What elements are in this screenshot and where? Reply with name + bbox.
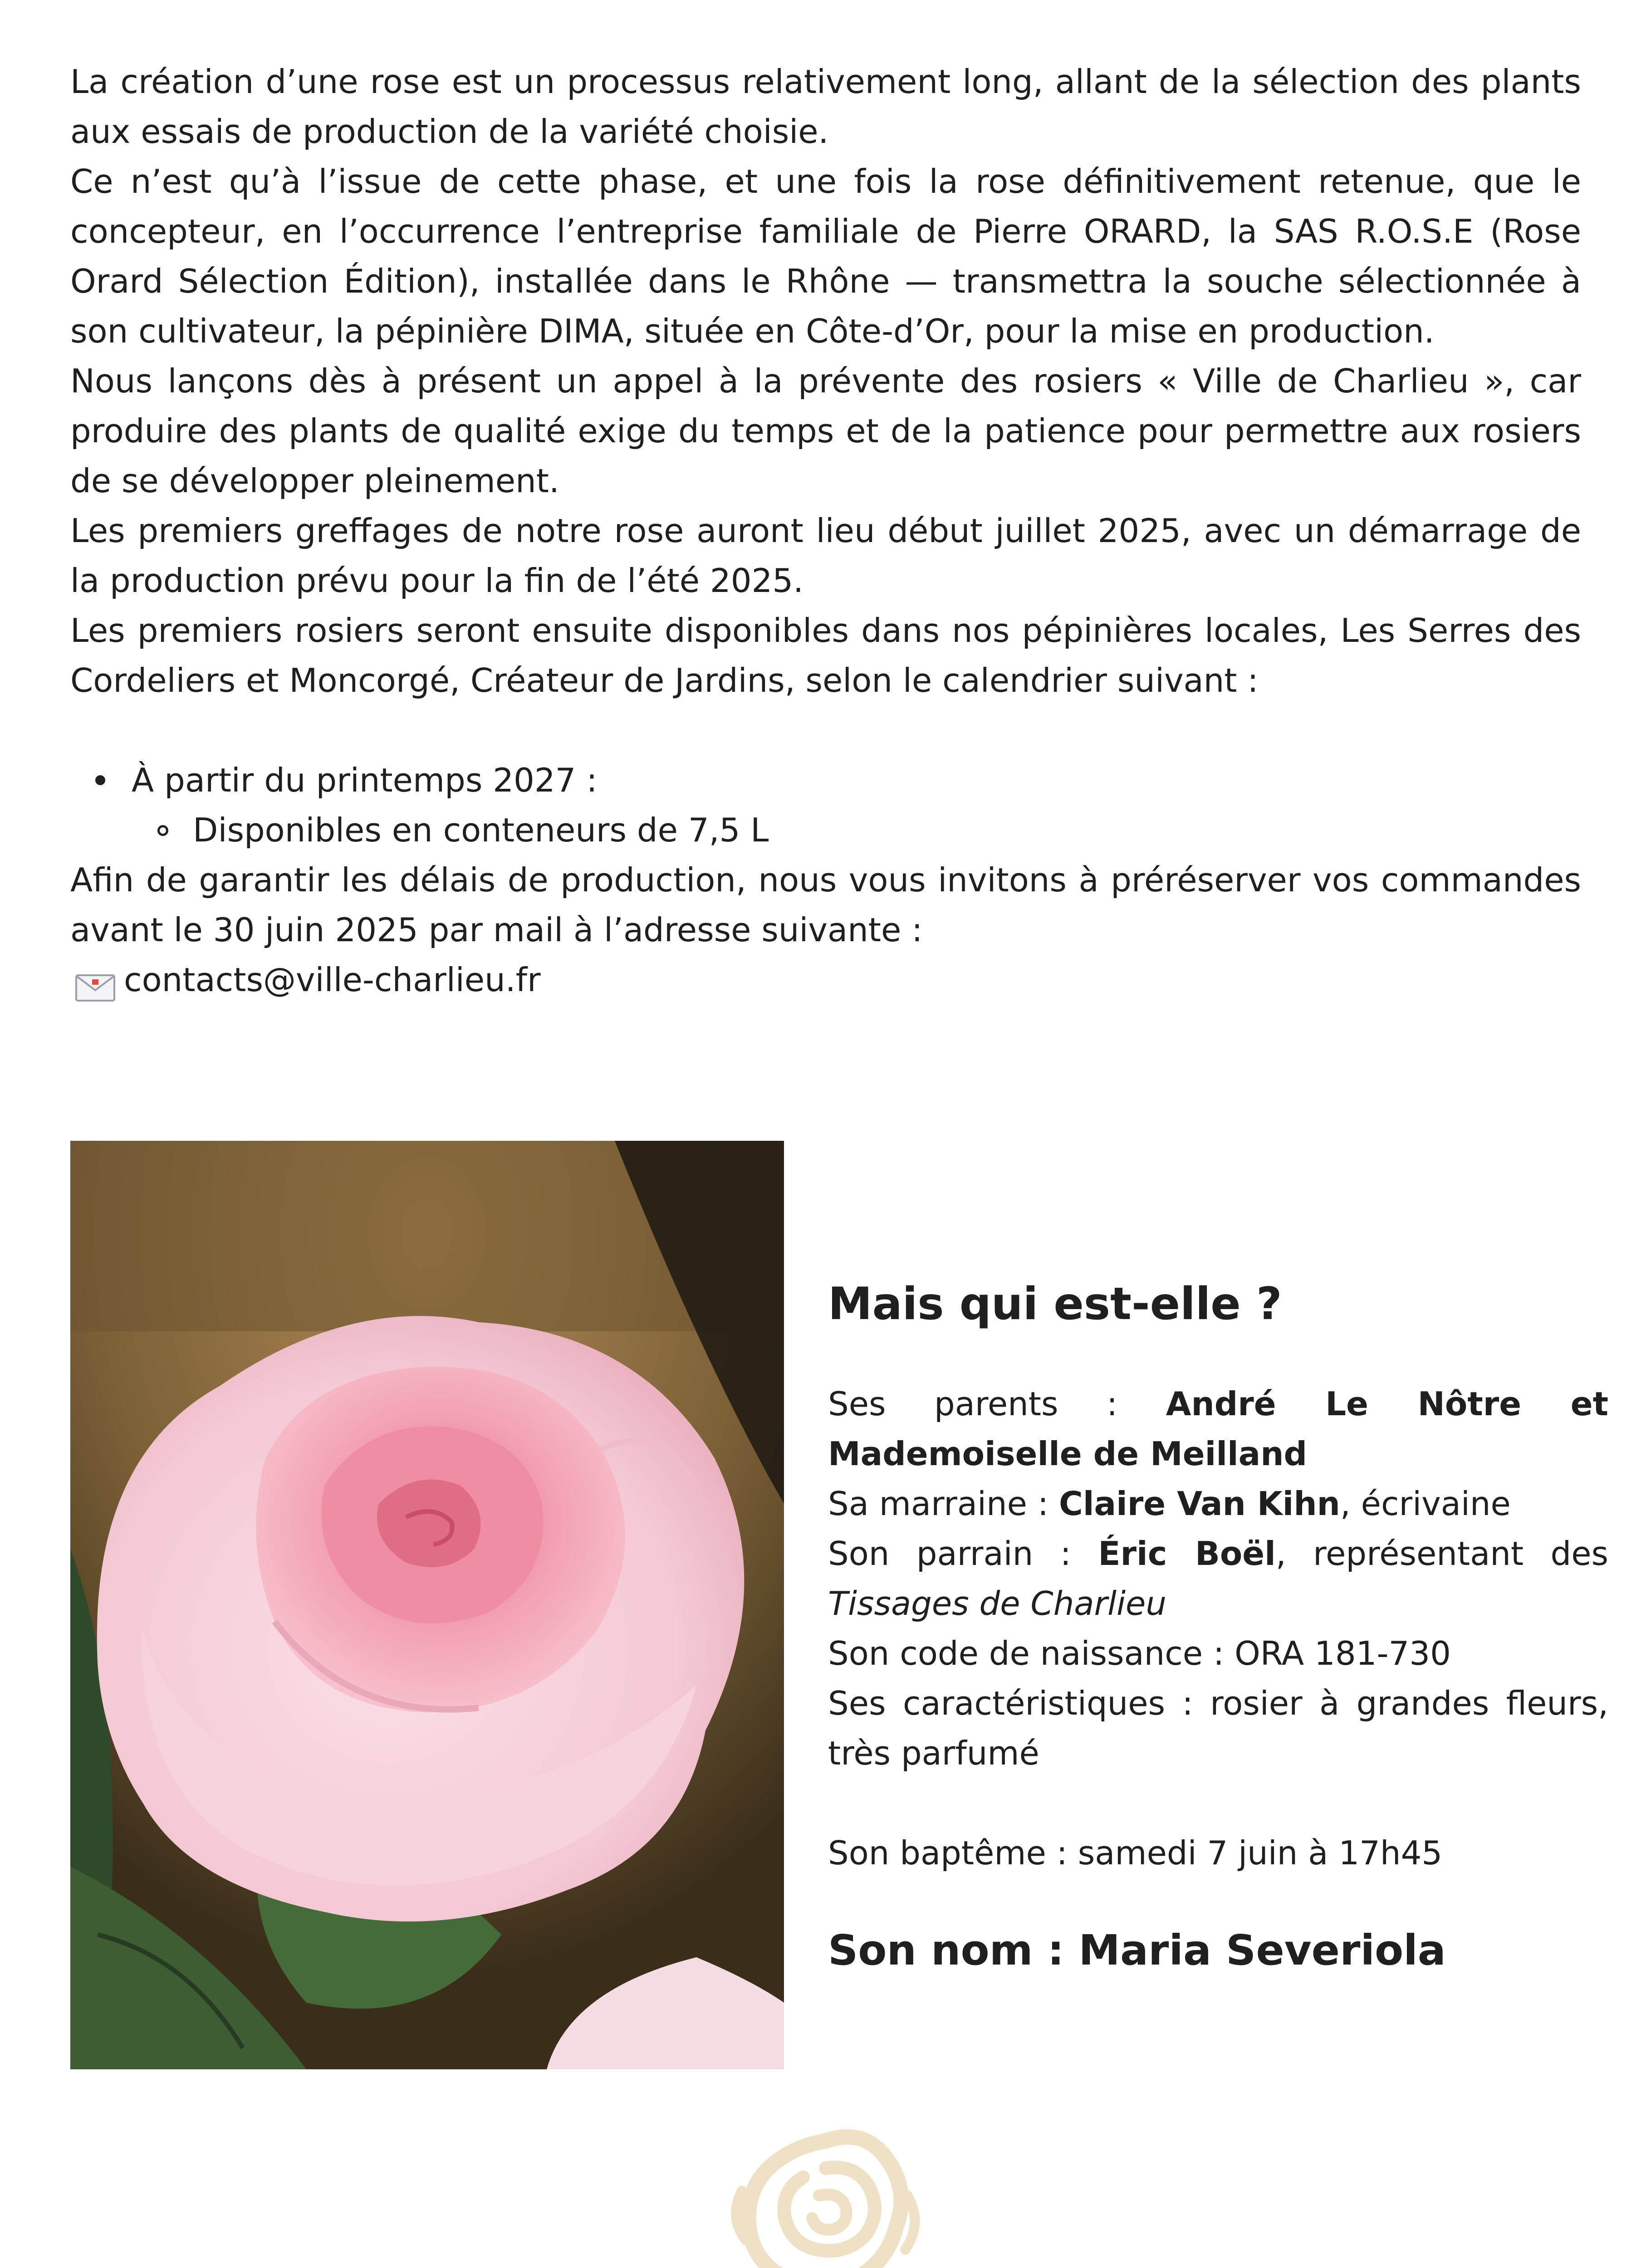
rose-profile-section xyxy=(828,1275,1608,1978)
availability-bullet: À partir du printemps 2027 : xyxy=(70,755,1581,805)
parents-line xyxy=(828,1379,1608,1479)
parents-label: Ses parents : xyxy=(828,1385,1166,1423)
godmother-role: , écrivaine xyxy=(1340,1485,1511,1523)
godmother-label: Sa marraine : xyxy=(828,1485,1059,1523)
characteristics-line: Ses caractéristiques : rosier à grandes fleurs, très parfumé xyxy=(828,1684,1608,1772)
rose-name: Son nom : Maria Severiola xyxy=(828,1926,1446,1975)
godfather-label: Son parrain : xyxy=(828,1535,1098,1573)
intro-paragraph-3: Nous lançons dès à présent un appel à la prévente des rosiers « Ville de Charlieu », car produire des plants de qualité exige du temps et de la patience pour permettre aux rosiers de se développer pleinement. xyxy=(70,362,1581,500)
intro-paragraph-2: Ce n’est qu’à l’issue de cette phase, et une fois la rose définitivement retenue, que le concepteur, en l’occurrence l’entreprise familiale de Pierre ORARD, la SAS R.O.S.E (Rose Orard Sélection Édition), installée dans le Rhône — transmettra la souche sélectionnée à son cultivateur, la pépinière DIMA, située en Côte-d’Or, pour la mise en production. xyxy=(70,162,1581,350)
intro-paragraph-6: Afin de garantir les délais de production, nous vous invitons à préréserver vos commandes avant le 30 juin 2025 par mail à l’adresse suivante : xyxy=(70,861,1581,949)
rose-logo-icon xyxy=(728,2114,923,2268)
spacer xyxy=(828,1778,1608,1828)
contact-email-link[interactable]: contacts@ville-charlieu.fr xyxy=(124,961,541,999)
availability-sub-bullet: Disponibles en conteneurs de 7,5 L xyxy=(70,805,1581,855)
intro-section xyxy=(70,57,1581,1005)
godmother-name: Claire Van Kihn xyxy=(1059,1485,1340,1523)
contact-line xyxy=(70,955,1581,1005)
godmother-line xyxy=(828,1479,1608,1529)
godfather-role: , représentant des xyxy=(1275,1535,1608,1573)
rose-photo xyxy=(70,1141,784,2069)
parents-value: André Le Nôtre et Mademoiselle de Meilland xyxy=(828,1385,1608,1473)
envelope-icon xyxy=(75,966,116,994)
profile-heading: Mais qui est-elle ? xyxy=(828,1278,1282,1330)
availability-list xyxy=(70,755,1581,855)
godfather-line xyxy=(828,1529,1608,1628)
intro-paragraph-4: Les premiers greffages de notre rose auront lieu début juillet 2025, avec un démarrage de la production prévu pour la fin de l’été 2025. xyxy=(70,512,1581,600)
intro-paragraph-5: Les premiers rosiers seront ensuite disponibles dans nos pépinières locales, Les Serres des Cordeliers et Moncorgé, Créateur de Jardins, selon le calendrier suivant : xyxy=(70,611,1581,699)
birth-code-line: Son code de naissance : ORA 181-730 xyxy=(828,1634,1451,1672)
spacer xyxy=(70,705,1581,755)
baptism-line: Son baptême : samedi 7 juin à 17h45 xyxy=(828,1834,1443,1872)
godfather-name: Éric Boël xyxy=(1098,1535,1276,1573)
godfather-company: Tissages de Charlieu xyxy=(828,1584,1166,1623)
intro-paragraph-1: La création d’une rose est un processus relativement long, allant de la sélection des plants aux essais de production de la variété choisie. xyxy=(70,63,1581,151)
